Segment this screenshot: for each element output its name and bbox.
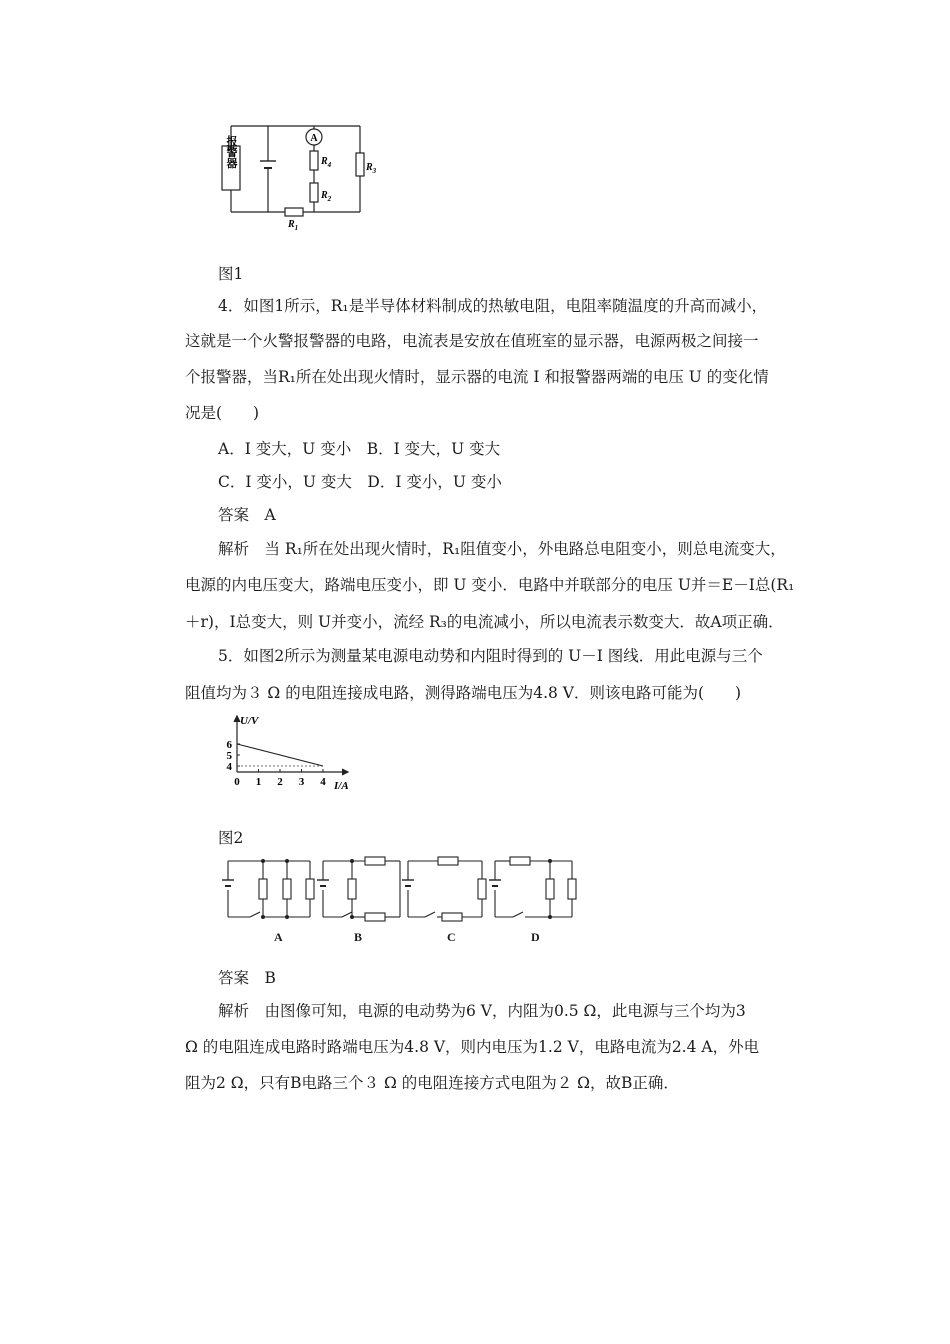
q4-options-1: A．I 变大，U 变小 B．I 变大，U 变大 <box>218 440 501 458</box>
q5-line2: 阻值均为３ Ω 的电阻连接成电路，测得路端电压为4.8 V．则该电路可能为( ) <box>185 684 742 702</box>
figure1-circuit <box>215 118 390 233</box>
q4-analysis-2: 电源的内电压变大，路端电压变小，即 U 变小．电路中并联部分的电压 U并＝E－I总(R₁ <box>185 576 795 594</box>
resistor-r4 <box>310 151 318 170</box>
ammeter-label: A <box>310 133 318 144</box>
q4-line4: 况是( ) <box>185 404 260 422</box>
x-tick-label: 1 <box>255 776 262 788</box>
x-axis-label: I/A <box>334 780 349 792</box>
y-tick-label: 4 <box>226 761 232 773</box>
x-tick-label: 0 <box>234 776 240 788</box>
q4-line1: 4．如图1所示，R₁是半导体材料制成的热敏电阻，电阻率随温度的升高而减小， <box>218 297 768 315</box>
x-tick-label: 3 <box>298 776 305 788</box>
q4-analysis-1: 解析 当 R₁所在处出现火情时，R₁阻值变小，外电路总电阻变小，则总电流变大， <box>218 540 786 558</box>
q4-options-2: C．I 变小，U 变大 D．I 变小，U 变小 <box>218 473 502 491</box>
q5-line1: 5．如图2所示为测量某电源电动势和内阻时得到的 U－I 图线．用此电源与三个 <box>218 647 763 665</box>
resistor-r3 <box>356 153 364 176</box>
x-tick-label: 4 <box>320 776 326 788</box>
y-tick-label: 6 <box>226 739 232 751</box>
x-tick-label: 2 <box>277 776 283 788</box>
r1-label: $R_1$ <box>288 219 299 232</box>
y-tick-label: 5 <box>226 750 232 762</box>
circuit-label-b: B <box>354 930 363 944</box>
resistor-r1 <box>285 208 303 216</box>
circuit-label-c: C <box>447 930 456 944</box>
circuit-c <box>402 857 486 921</box>
circuit-d <box>489 857 576 917</box>
q5-analysis-2: Ω 的电阻连成电路时路端电压为4.8 V，则内电压为1.2 V，电路电流为2.4 A，外电 <box>185 1038 760 1056</box>
q5-answer: 答案 B <box>218 969 276 987</box>
q5-analysis-3: 阻为2 Ω，只有B电路三个３ Ω 的电阻连接方式电阻为２ Ω，故B正确． <box>185 1074 679 1092</box>
q4-analysis-3: ＋r)，I总变大，则 U并变小，流经 R₃的电流减小，所以电流表示数变大．故A项正确． <box>185 613 784 631</box>
q4-answer: 答案 A <box>218 506 276 524</box>
circuit-b <box>317 857 400 921</box>
alarm-label: 报警器 <box>225 135 237 169</box>
q4-line3: 个报警器，当R₁所在处出现火情时，显示器的电流 I 和报警器两端的电压 U 的变化情 <box>185 368 769 386</box>
circuit-label-a: A <box>274 930 283 944</box>
r2-label: $R_2$ <box>321 190 332 203</box>
ui-chart <box>218 712 368 792</box>
q4-line2: 这就是一个火警报警器的电路，电流表是安放在值班室的显示器，电源两极之间接一 <box>185 332 759 350</box>
series-line <box>237 744 323 766</box>
x-axis-arrow <box>342 769 348 775</box>
q5-analysis-1: 解析 由图像可知，电源的电动势为6 V，内阻为0.5 Ω，此电源与三个均为3 <box>218 1002 746 1020</box>
circuit-options <box>220 855 590 925</box>
y-axis-label: U/V <box>240 715 259 727</box>
resistor-r2 <box>310 183 318 202</box>
r3-label: $R_3$ <box>366 162 377 175</box>
figure1-caption: 图1 <box>218 265 244 283</box>
circuit-label-d: D <box>531 930 540 944</box>
circuit-a <box>222 861 314 917</box>
r4-label: $R_4$ <box>321 156 332 169</box>
figure2-caption: 图2 <box>218 829 244 847</box>
